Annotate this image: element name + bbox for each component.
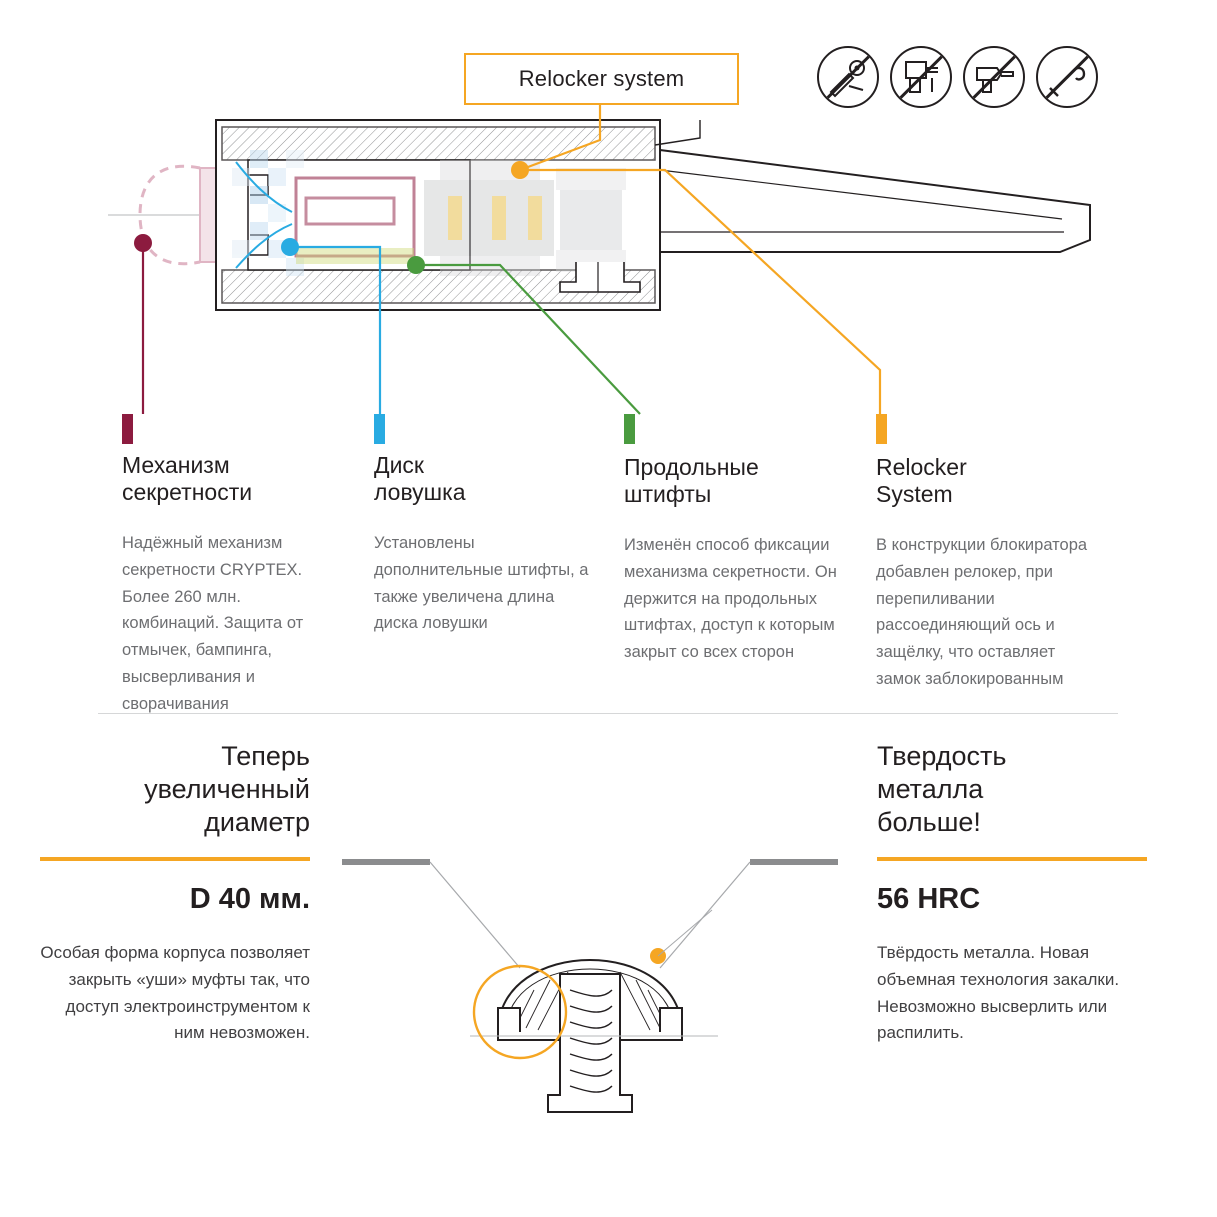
feature-accent-bar	[876, 414, 887, 444]
feature-title-line2: секретности	[122, 479, 253, 506]
spec-body: Твёрдость металла. Новая объемная технология закалки. Невозможно высверлить или распилить.	[877, 942, 1120, 1043]
bottom-specs-section	[0, 740, 1217, 1210]
section-divider	[98, 713, 1118, 714]
spec-title-line2: увеличенный	[144, 773, 310, 804]
spec-accent-rule	[877, 857, 1147, 861]
feature-title-line1: Диск	[374, 452, 424, 478]
feature-accent-bar	[624, 414, 635, 444]
prohibition-icon-row	[817, 46, 1098, 108]
no-crowbar-icon	[1036, 46, 1098, 108]
spec-diameter	[40, 740, 310, 1047]
feature-accent-bar	[374, 414, 385, 444]
feature-trap-disc	[374, 414, 589, 637]
feature-body: Изменён способ фиксации механизма секретности. Он держится на продольных штифтах, доступ к которым закрыт со всех сторон	[624, 536, 837, 662]
spec-metric-value: 56 HRC	[877, 882, 981, 915]
relocker-callout-box	[464, 53, 739, 105]
feature-longitudinal-pins	[624, 414, 839, 666]
spec-title-line3: диаметр	[204, 806, 310, 837]
spec-title-line2: металла	[877, 773, 984, 804]
spec-title-line1: Твердость	[877, 741, 1007, 771]
no-power-drill-icon	[963, 46, 1025, 108]
feature-body: Надёжный механизм секретности CRYPTEX. Более 260 млн. комбинаций. Защита от отмычек, бампинга, высверливания и сворачивания	[122, 534, 304, 713]
relocker-callout-label: Relocker system	[518, 66, 685, 91]
spec-title-line1: Теперь	[221, 741, 310, 771]
spec-title-line3: больше!	[877, 806, 981, 837]
feature-title-line1: Механизм	[122, 452, 230, 478]
feature-columns	[0, 414, 1217, 713]
feature-title-line1: Продольные	[624, 454, 759, 480]
feature-title-line2: штифты	[624, 481, 712, 508]
spec-metric-value: D 40 мм.	[189, 882, 310, 915]
feature-body: В конструкции блокиратора добавлен релокер, при перепиливании рассоединяющий ось и защёлку, что оставляет замок заблокированным	[876, 536, 1088, 688]
spec-accent-rule	[40, 857, 310, 861]
spec-hardness	[877, 740, 1147, 1047]
feature-secrecy-mechanism	[122, 414, 337, 717]
feature-body: Установлены дополнительные штифты, а также увеличена длина диска ловушки	[374, 534, 589, 633]
feature-title-line2: ловушка	[374, 479, 466, 506]
no-pick-icon	[817, 46, 879, 108]
feature-title-line1: Relocker	[876, 454, 967, 480]
feature-title-line2: System	[876, 481, 953, 508]
feature-accent-bar	[122, 414, 133, 444]
spec-body: Особая форма корпуса позволяет закрыть «уши» муфты так, что доступ электроинструментом к ним невозможен.	[40, 942, 310, 1043]
mushroom-cap-cutaway-illustration	[320, 840, 860, 1160]
feature-relocker-system	[876, 414, 1101, 693]
no-drill-icon	[890, 46, 952, 108]
